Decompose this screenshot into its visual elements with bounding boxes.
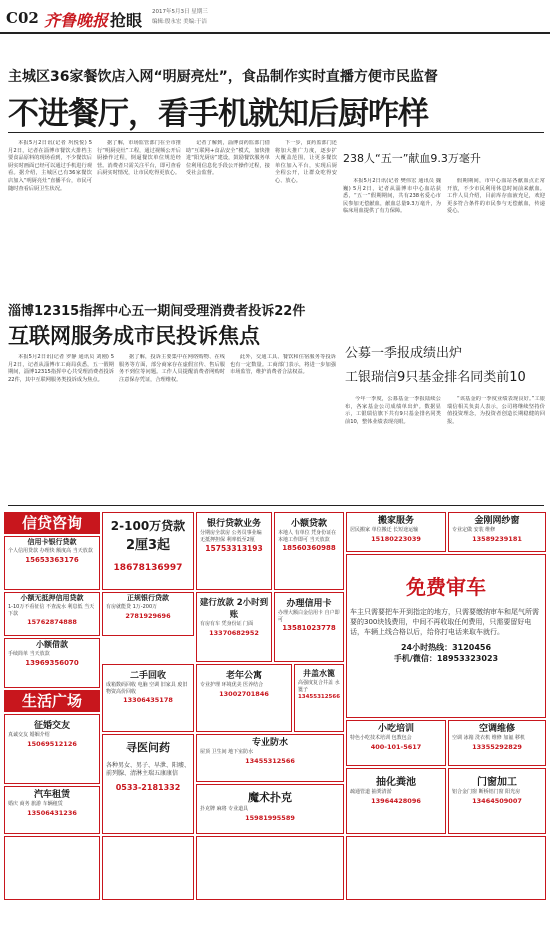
ad-box: 免费审车 车主只需要把车开到指定的地方，只需要缴纳审车和尾气所需要的300块钱费用，中间不再收取任何费用，只需要留好电话，车辆上线合格以后，给你打电话来取车就行。 24小时热线：3120456 手机/微信：18953323023 [346, 554, 546, 718]
article-kicker: 238人“五一”献血9.3万毫升 [343, 152, 481, 165]
ad-box: 小吃培训 特色小吃技术培训 包教包会 400-101-5617 [346, 720, 446, 766]
ad-box: 办理信用卡 办理大额白金信用卡 自户即可 13581023778 [274, 592, 344, 662]
ad-box: 2-100万贷款 2厘3起 18678136997 [102, 512, 194, 590]
page-number: C02 [6, 9, 39, 27]
article-kicker: 主城区36家餐饮店入网“明厨亮灶”，食品制作实时直播方便市民监督 [8, 69, 438, 85]
ad-box: 搬家服务 居民搬家 单位搬迁 长短途运输 15180223039 [346, 512, 446, 552]
ad-box: 老年公寓 专业护理 环境优美 医养结合 13002701846 [196, 664, 292, 732]
date-line: 2017年5月3日 星期三 [152, 9, 208, 15]
section-name: 抢眼 [110, 11, 143, 30]
article-body-col: 本报5月2日讯(记者 罗静 通讯员 刘刚) 5月2日，记者从淄博市工商局获悉，五一假期期间，淄博12315指挥中心共受理消费者投诉22件，其中互联网服务类投诉成为焦点。 [8, 354, 114, 383]
ad-box: 征婚交友 真诚交友 婚姻介绍 15069512126 [4, 714, 100, 784]
divider [8, 505, 544, 506]
masthead [0, 0, 550, 40]
article-kicker: 淄博12315指挥中心五一期间受理消费者投诉22件 [8, 304, 306, 319]
ad-box: 建行放款 2小时到账 有房有车 凭身份证 门面 13370682952 [196, 592, 272, 662]
article-body-col: 据了解，市场监管部门在全市推行“明厨亮灶”工程，通过视频公开后厨操作过程，倒逼餐饮单位规范经营。消费者只需关注平台，即可查看后厨实时情况，让市民吃得更放心。 [97, 140, 181, 177]
ad-box: 小额借款 手续简单 当天放款 13969356070 [4, 638, 100, 688]
article-body-col: 据了解，投诉主要集中在网络购物、在线服务等方面，部分商家存在虚假宣传、售后服务不到位等问题。工作人员提醒消费者网购时注意保存凭证，合理维权。 [119, 354, 225, 383]
article-headline: 不进餐厅，看手机就知后厨咋样 [8, 96, 428, 132]
article-body-col: 本报5月2日讯(记者 巩悦悦) 5月2日，记者在淄博市餐饮大排档主要食品原料的现场看到，不少餐饮后厨实时画面已经可以通过手机进行观看。据介绍，主城区已有36家餐饮店加入“明厨亮灶”直播平台，市民可随时查看后厨卫生状况。 [8, 140, 92, 192]
article-headline: 互联网服务成市民投诉焦点 [8, 324, 260, 348]
ad-box: 信用卡银行贷款 个人信用贷款 办理快 额度高 当天放款 15653363176 [4, 536, 100, 590]
ad-box-small [196, 836, 344, 900]
header-rule [0, 32, 550, 34]
ad-box-small [102, 836, 194, 900]
article-body-col: 记者了解到，淄博食药监部门借助“互联网+食品安全”模式，加快推进“阳光厨房”建设，鼓励餐饮服务单位利用信息化手段公开操作过程，接受社会监督。 [186, 140, 270, 177]
category-header: 生活广场 [4, 690, 100, 712]
ad-box: 门窗加工 铝合金门窗 断桥铝门窗 阳光房 13464509007 [448, 768, 546, 834]
article-body-col: 下一步，食药监部门还将加大推广力度，逐步扩大覆盖范围，让更多餐饮单位加入平台，实现后厨全程公开，让群众吃得安心、放心。 [275, 140, 337, 184]
ad-box: 井盖水篦 高强度复合井盖 水篦子 13455312566 [294, 664, 344, 732]
ad-box: 二手回收 成箱数码回收 电脑 空调 旧家具 废旧物资高价回收 13306435178 [102, 664, 194, 732]
ad-box: 正规银行贷款 有房就能贷 1万-200万 2781929696 [102, 592, 194, 636]
ad-box: 小额贷款 本地人 有单位 凭身份证在本地工作即可 当天放款 18560360988 [274, 512, 344, 590]
article-body-col: 假期期间，市中心血站各献血点正常开放，不少市民利用休息时间前来献血。工作人员介绍，目前库存血液充足，欢迎更多符合条件的市民参与无偿献血，传递爱心。 [447, 178, 545, 215]
article-headline: 工银瑞信9只基金排名同类前10 [345, 370, 526, 385]
ad-box [346, 836, 546, 900]
category-header: 信贷咨询 [4, 512, 100, 534]
article-kicker: 公募一季报成绩出炉 [345, 346, 463, 361]
article-body-col: 此外，交通工具、餐饮和住宿服务等投诉也有一定数量。工商部门表示，将进一步加强市场监管，维护消费者合法权益。 [230, 354, 336, 376]
article-body-col: 今年一季度，公募基金一季报陆续公布，各家基金公司成绩单出炉。数据显示，工银瑞信旗下共有9只基金排名同类前10，整体业绩表现亮眼。 [345, 396, 441, 425]
ad-box-small [4, 836, 100, 900]
editor-line: 编辑:殷永宏 美编:于洁 [152, 19, 207, 25]
ad-box: 魔术扑克 扑克牌 麻将 专业道具 15981995589 [196, 784, 344, 834]
ad-box: 空调维修 空调 冰箱 洗衣机 维修 加氟 移机 13355292829 [448, 720, 546, 766]
divider [8, 132, 544, 133]
ad-box: 银行贷款业务 分期房全款房 公务员事业编 无抵押担保 利率低至2厘 15753313193 [196, 512, 272, 590]
ad-box: 金刚网纱窗 专业定做 安装 维修 13589239181 [448, 512, 546, 552]
ad-box: 专业防水 屋顶 卫生间 地下室防水 13455312566 [196, 734, 344, 782]
article-body-col: 本报5月2日讯(记者 樊伟宏 通讯员 魏巍) 5月2日，记者从淄博市中心血站获悉，“五一”假期期间，共有238名爱心市民参加无偿献血，献血总量9.3万毫升，为临床用血提供了有力保障。 [343, 178, 441, 215]
ad-box: 寻医问药 各种男女、男子、早泄、阳痿、前列腺、清淋主瑞五康康信 0533-2181332 [102, 734, 194, 834]
article-body-col: “该基金的一季度业绩表现良好。”工银瑞信相关负责人表示，公司将继续坚持价值投资理念，为投资者创造长期稳健的回报。 [447, 396, 545, 425]
ad-box: 小额无抵押信用贷款 1-10万不看征信 不查流水 利息低 当天下款 15762874888 [4, 592, 100, 636]
ad-box: 抽化粪池 疏通管道 抽粪清淤 13964428096 [346, 768, 446, 834]
ad-box: 汽车租赁 婚庆 商务 旅游 车辆租赁 13506431236 [4, 786, 100, 834]
paper-name: 齐鲁晚报 [44, 11, 109, 30]
